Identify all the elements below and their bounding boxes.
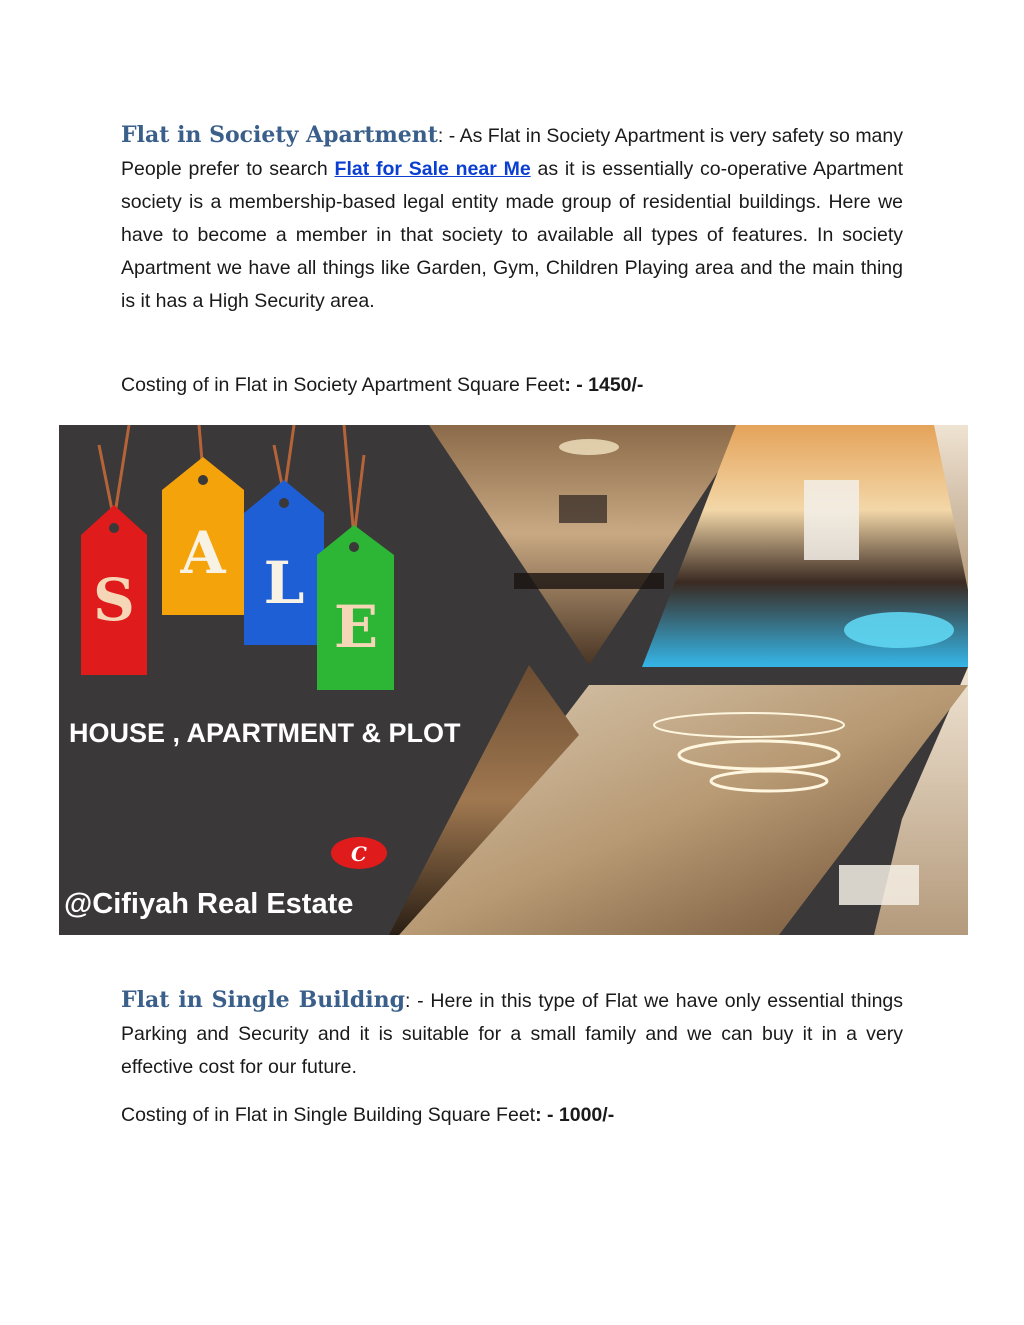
section2-heading: Flat in Single Building bbox=[121, 987, 406, 1013]
section2-paragraph bbox=[121, 984, 903, 1084]
tag-a-letter: A bbox=[180, 519, 226, 587]
tag-l-letter: L bbox=[263, 549, 305, 617]
section2-cost-value: : - 1000/- bbox=[535, 1104, 615, 1126]
banner-brand: @Cifiyah Real Estate bbox=[64, 888, 354, 920]
section1-text-before-link: As Flat in Society Apartment is very safety so many People prefer to search bbox=[121, 125, 903, 180]
tag-s-letter: S bbox=[93, 566, 135, 634]
logo-mark: C bbox=[351, 842, 367, 866]
section2-cost-suffix: Square Feet bbox=[422, 1104, 536, 1126]
section1-heading: Flat in Society Apartment bbox=[121, 122, 438, 148]
flat-for-sale-link[interactable]: Flat for Sale near Me bbox=[334, 158, 531, 180]
section2-cost-label: Flat in Single Building bbox=[234, 1104, 423, 1126]
section1-cost bbox=[121, 374, 643, 397]
tag-e-letter: E bbox=[333, 593, 379, 661]
section1-text-after-link: as it is essentially co-operative Apartment society is a membership-based legal entity made group of residential buildings. Here we have to become a member in that society to available all types of features. In society Apartment we have all things like Garden, Gym, Children Playing area and the main thing is it has a High Security area. bbox=[121, 158, 904, 312]
section1-paragraph bbox=[121, 119, 903, 318]
section2-cost bbox=[121, 1104, 614, 1127]
section2-cost-prefix: Costing of in bbox=[121, 1104, 235, 1126]
section1-cost-value: : - 1450/- bbox=[564, 374, 644, 396]
section1-cost-label: Costing of in Flat in Society Apartment Square Feet bbox=[121, 374, 565, 396]
section2-text: Here in this type of Flat we have only essential things Parking and Security and it is suitable for a small family and we can buy it in a very effective cost for our future. bbox=[121, 990, 904, 1078]
section1-separator: : - bbox=[437, 125, 460, 147]
cifiyah-logo-icon bbox=[331, 837, 387, 869]
banner-headline: HOUSE , APARTMENT & PLOT bbox=[69, 718, 461, 748]
section2-separator: : - bbox=[405, 990, 431, 1012]
sale-banner-image bbox=[59, 425, 968, 935]
